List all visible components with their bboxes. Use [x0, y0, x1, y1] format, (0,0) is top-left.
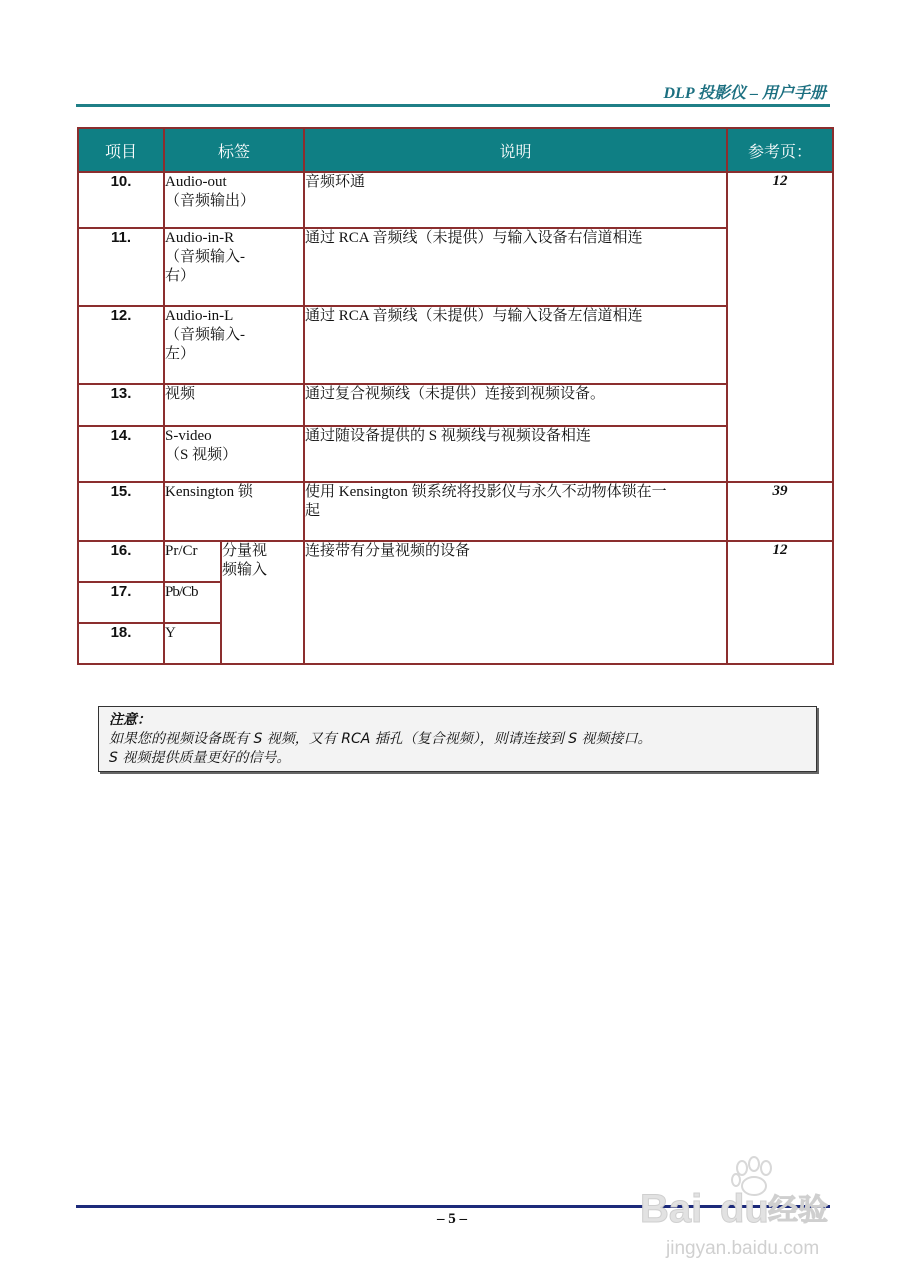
row-description: 通过 RCA 音频线（未提供）与输入设备右信道相连: [304, 228, 727, 306]
description-line: 起: [305, 503, 321, 519]
row-label: [164, 306, 304, 384]
note-title: 注意：: [109, 712, 151, 728]
label-line: 右）: [165, 268, 196, 284]
label-line: （音频输入-: [165, 327, 245, 343]
column-header-item: 项目: [78, 128, 164, 172]
column-header-label: 标签: [164, 128, 304, 172]
label-line: Audio-in-R: [165, 230, 235, 246]
reference-page: 39: [727, 482, 833, 541]
column-header-description: 说明: [304, 128, 727, 172]
table-row: [78, 228, 833, 306]
row-label: Pr/Cr: [164, 541, 221, 582]
label-line: 左）: [165, 346, 196, 362]
row-label: [164, 172, 304, 228]
row-label: Pb/Cb: [164, 582, 221, 623]
column-header-reference: 参考页：: [727, 128, 833, 172]
row-number: 12.: [78, 306, 164, 384]
page-number: – 5 –: [437, 1211, 467, 1227]
row-description: [304, 482, 727, 541]
row-description: 音频环通: [304, 172, 727, 228]
row-description: 通过 RCA 音频线（未提供）与输入设备左信道相连: [304, 306, 727, 384]
row-number: 14.: [78, 426, 164, 482]
row-label: Kensington 锁: [164, 482, 304, 541]
watermark-cn: 经验: [768, 1193, 828, 1228]
row-number: 15.: [78, 482, 164, 541]
header-divider: [76, 104, 830, 107]
table-header-row: [78, 128, 833, 172]
watermark-url: jingyan.baidu.com: [666, 1238, 820, 1259]
table-row: [78, 306, 833, 384]
connector-table: [77, 127, 834, 665]
label-line: （S 视频）: [165, 447, 238, 463]
row-description: 通过随设备提供的 S 视频线与视频设备相连: [304, 426, 727, 482]
note-line: 如果您的视频设备既有 S 视频，又有 RCA 插孔（复合视频），则请连接到 S 视频接口。: [109, 731, 652, 747]
reference-page: 12: [727, 172, 833, 482]
label-line: Audio-out: [165, 174, 227, 190]
group-label-line: 频输入: [222, 562, 268, 578]
document-header-title: DLP 投影仪 – 用户手册: [663, 85, 826, 102]
row-number: 10.: [78, 172, 164, 228]
table-row: [78, 384, 833, 426]
table-row: [78, 426, 833, 482]
row-label: Y: [164, 623, 221, 664]
row-label: [164, 426, 304, 482]
group-label-line: 分量视: [222, 543, 268, 559]
component-video-group-label: [221, 541, 304, 664]
label-line: S-video: [165, 428, 212, 444]
table-row: [78, 541, 833, 582]
table-row: [78, 172, 833, 228]
row-description: 连接带有分量视频的设备: [304, 541, 727, 664]
baidu-jingyan-watermark: [640, 1150, 850, 1270]
row-number: 16.: [78, 541, 164, 582]
label-line: （音频输出）: [165, 193, 256, 209]
row-label: 视频: [164, 384, 304, 426]
watermark-brand: Bai: [640, 1187, 703, 1231]
description-line: 使用 Kensington 锁系统将投影仪与永久不动物体锁在一: [305, 484, 667, 500]
note-box: [98, 706, 817, 772]
table-row: [78, 482, 833, 541]
row-number: 11.: [78, 228, 164, 306]
row-number: 17.: [78, 582, 164, 623]
label-line: （音频输入-: [165, 249, 245, 265]
watermark-brand-suffix: du: [720, 1187, 769, 1231]
row-number: 18.: [78, 623, 164, 664]
label-line: Audio-in-L: [165, 308, 234, 324]
note-line: S 视频提供质量更好的信号。: [109, 750, 291, 766]
reference-page: 12: [727, 541, 833, 664]
row-label: [164, 228, 304, 306]
row-number: 13.: [78, 384, 164, 426]
row-description: 通过复合视频线（未提供）连接到视频设备。: [304, 384, 727, 426]
